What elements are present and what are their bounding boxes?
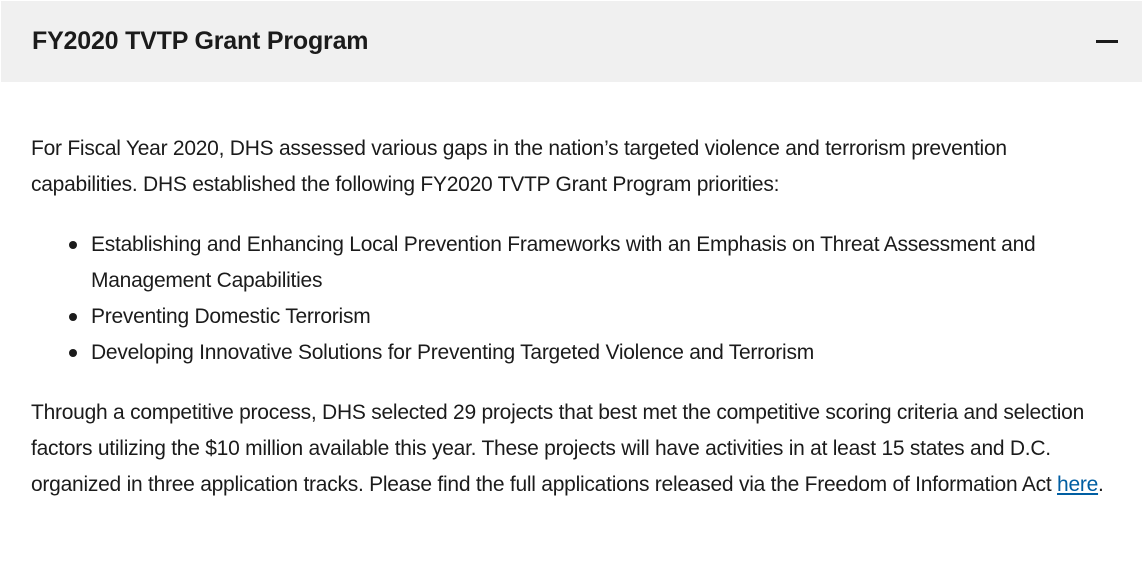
list-item: Establishing and Enhancing Local Prevention Frameworks with an Emphasis on Threat Assessment and Management Capabilities: [91, 227, 1111, 299]
closing-text: Through a competitive process, DHS selected 29 projects that best met the competitive scoring criteria and selection factors utilizing the $10 million available this year. These projects will have activities in at least 15 states and D.C. organized in three application tracks. Please find the full applications released via the Freedom of Information Act: [31, 401, 1085, 496]
minus-icon[interactable]: [1096, 40, 1118, 43]
accordion-title: FY2020 TVTP Grant Program: [32, 27, 369, 55]
accordion-header-button[interactable]: [1, 1, 1142, 82]
closing-punctuation: .: [1098, 473, 1104, 496]
priorities-list: [31, 227, 1111, 371]
intro-paragraph: For Fiscal Year 2020, DHS assessed various gaps in the nation’s targeted violence and terrorism prevention capabilities. DHS established the following FY2020 TVTP Grant Program priorities:: [31, 137, 1007, 196]
foia-applications-link[interactable]: here: [1057, 473, 1099, 496]
accordion-content: [31, 131, 1111, 503]
list-item: Developing Innovative Solutions for Preventing Targeted Violence and Terrorism: [91, 335, 1111, 371]
list-item: Preventing Domestic Terrorism: [91, 299, 1111, 335]
closing-paragraph: [31, 395, 1111, 503]
